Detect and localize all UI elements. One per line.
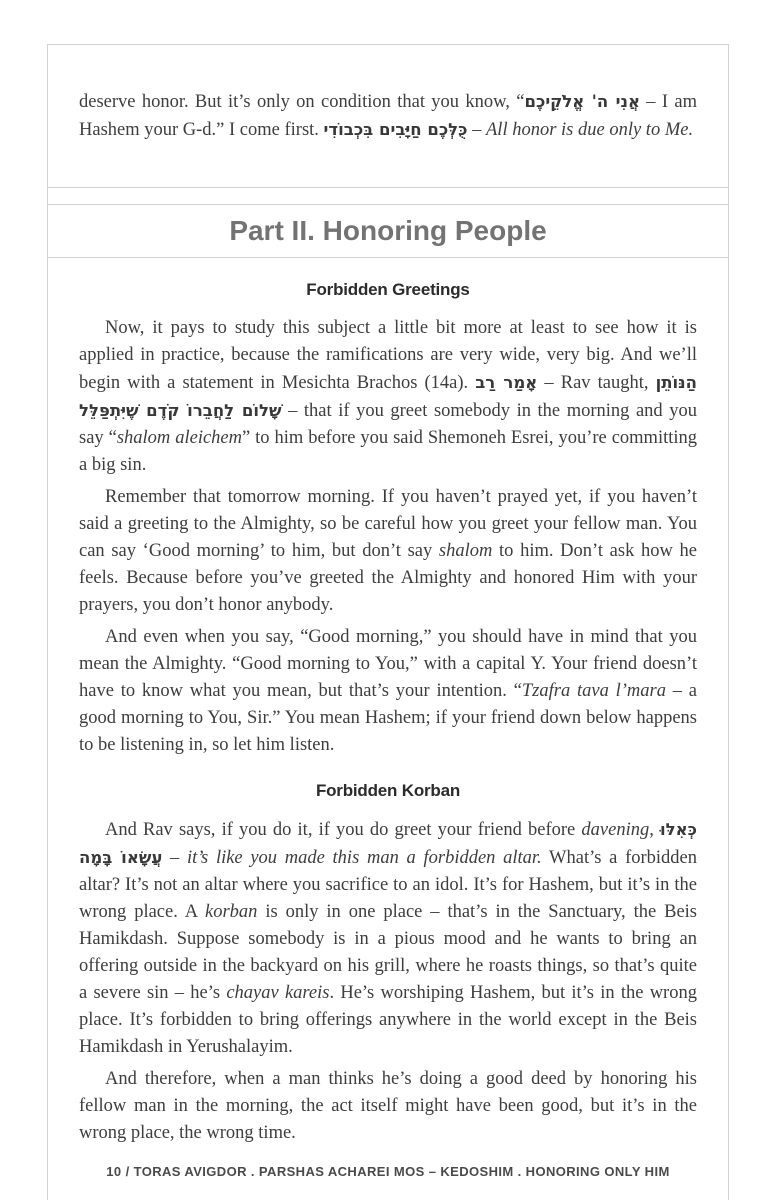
intro-paragraph: deserve honor. But it’s only on condition that you know, “אֲנִי ה' אֱלֹקֵיכֶם – I am Hashem your G-d.” I come first. כֻּלְּכֶם חַיָּבִים בִּכְבוֹדִי – All honor is due only to Me. <box>79 92 697 140</box>
paragraph: Remember that tomorrow morning. If you haven’t prayed yet, if you haven’t said a greeting to the Almighty, so be careful how you greet your fellow man. You can say ‘Good morning’ to him, but don’t say shalom to him. Don’t ask how he feels. Because before you’ve greeted the Almighty and honored Him with your prayers, you don’t honor anybody. <box>79 487 697 615</box>
paragraph: And even when you say, “Good morning,” you should have in mind that you mean the Almighty. “Good morning to You,” with a capital Y. Your friend doesn’t have to know what you mean, but that’s your intention. “Tzafra tava l’mara – a good morning to You, Sir.” You mean Hashem; if your friend down below happens to be listening in, so let him listen. <box>79 627 698 755</box>
intro-section <box>48 45 728 188</box>
section-heading-forbidden-korban: Forbidden Korban <box>315 781 461 800</box>
paragraph: Now, it pays to study this subject a little bit more at least to see how it is applied in practice, because the ramifications are very wide, very big. And we’ll begin with a statement in Mesichta Brachos (14a). אָמַר רַב – Rav taught, הַנּוֹתֵן שָׁלוֹם לַחֲבֵרוֹ קֹדֶם שֶׁיִּתְפַּלֵּל – that if you greet somebody in the morning and you say “shalom aleichem” to him before you said Shemoneh Esrei, you’re committing a big sin. <box>79 318 697 475</box>
part-title: Part II. Honoring People <box>229 215 547 246</box>
part-title-band <box>48 204 728 258</box>
page-border-frame <box>47 44 729 1200</box>
page-footer: 10 / TORAS AVIGDOR . PARSHAS ACHAREI MOS – KEDOSHIM . HONORING ONLY HIM <box>106 1164 670 1179</box>
paragraph: And therefore, when a man thinks he’s doing a good deed by honoring his fellow man in the morning, the act itself might have been good, but it’s in the wrong place, the wrong time. <box>79 1069 697 1143</box>
main-content <box>48 280 728 1179</box>
section-heading-forbidden-greetings: Forbidden Greetings <box>306 280 470 299</box>
paragraph: And Rav says, if you do it, if you do greet your friend before davening, כְּאִלּוּ עֲשָׂאוֹ בָּמָה – it’s like you made this man a forbidden altar. What’s a forbidden altar? It’s not an altar where you sacrifice to an idol. It’s for Hashem, but it’s in the wrong place. A korban is only in one place – that’s in the Sanctuary, the Beis Hamikdash. Suppose somebody is in a pious mood and he wants to bring an offering outside in the backyard on his grill, where he roasts things, so that’s quite a severe sin – he’s chayav kareis. He’s worshiping Hashem, but it’s in the wrong place. It’s forbidden to bring offerings anywhere in the world except in the Beis Hamikdash in Yerushalayim. <box>79 820 697 1057</box>
